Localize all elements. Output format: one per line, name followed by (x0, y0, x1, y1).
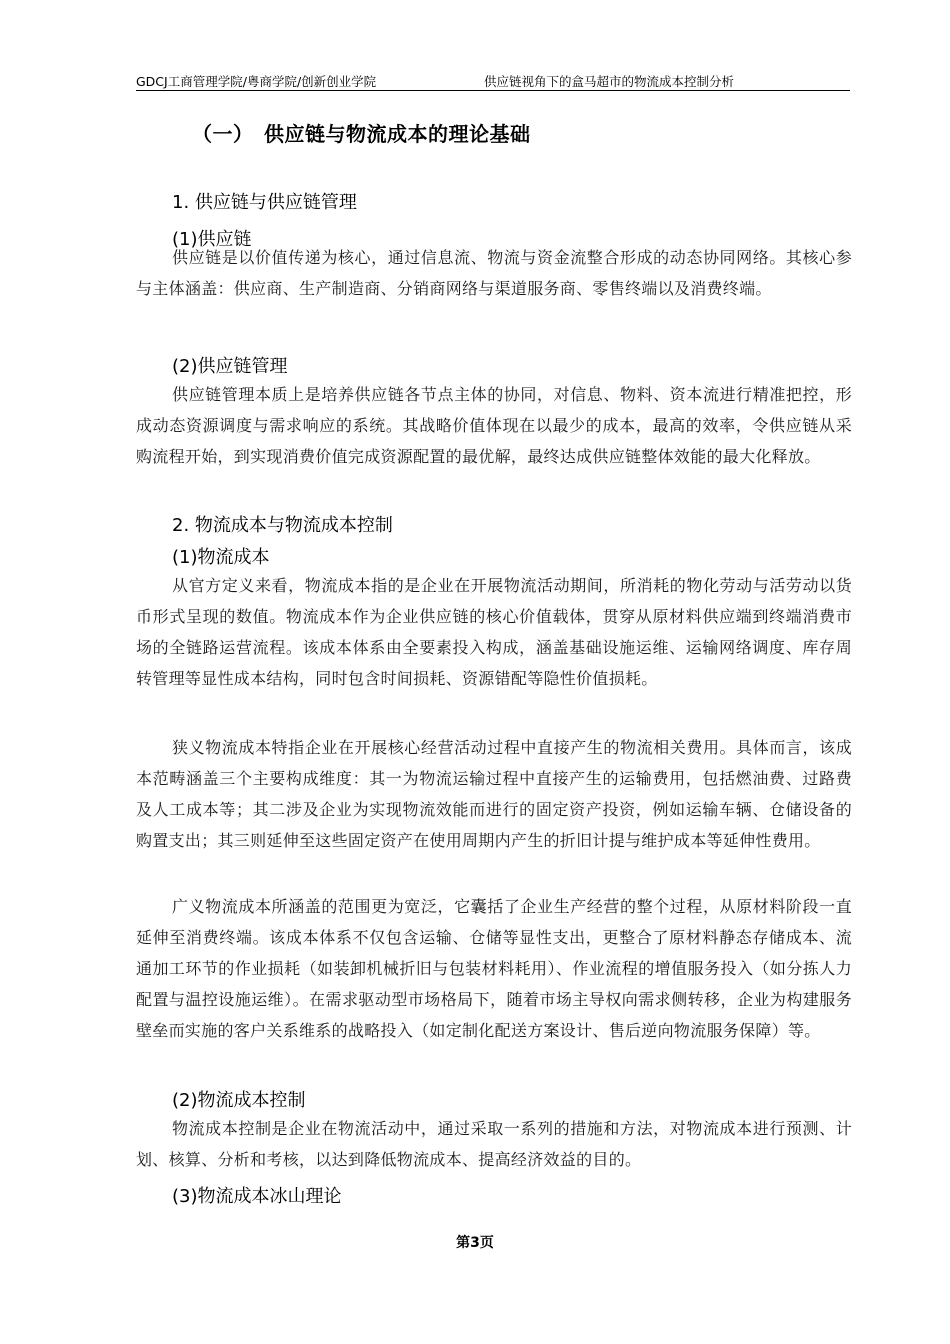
subheading-cost-control: (2)物流成本控制 (172, 1090, 306, 1111)
section-number: （一） (192, 122, 254, 146)
header-institution: GDCJ工商管理学院/粤商学院/创新创业学院 (136, 74, 377, 89)
header-thesis-title: 供应链视角下的盒马超市的物流成本控制分析 (484, 74, 735, 89)
paragraph-scm: 供应链管理本质上是培养供应链各节点主体的协同，对信息、物料、资本流进行精准把控，形成动态资源调度与需求响应的系统。其战略价值体现在以最少的成本，最高的效率，令供应链从采购流程开始，到实现消费价值完成资源配置的最优解，最终达成供应链整体效能的最大化释放。 (136, 385, 852, 466)
heading-2: 2. 物流成本与物流成本控制 (172, 515, 393, 536)
subheading-supply-chain: (1)供应链 (172, 229, 252, 250)
paragraph-cost-control: 物流成本控制是企业在物流活动中，通过采取一系列的措施和方法，对物流成本进行预测、计划、核算、分析和考核，以达到降低物流成本、提高经济效益的目的。 (136, 1119, 852, 1169)
section-heading (192, 118, 531, 147)
page-number: 第3页 (456, 1235, 494, 1251)
paragraph-broad-cost: 广义物流成本所涵盖的范围更为宽泛，它囊括了企业生产经营的整个过程，从原材料阶段一直延伸至消费终端。该成本体系不仅包含运输、仓储等显性支出，更整合了原材料静态存储成本、流通加工环节的作业损耗（如装卸机械折旧与包装材料耗用）、作业流程的增值服务投入（如分拣人力配置与温控设施运维）。在需求驱动型市场格局下，随着市场主导权向需求侧转移，企业为构建服务壁垒而实施的客户关系维系的战略投入（如定制化配送方案设计、售后逆向物流服务保障）等。 (136, 897, 852, 1040)
heading-1: 1. 供应链与供应链管理 (172, 192, 357, 213)
subheading-iceberg-theory: (3)物流成本冰山理论 (172, 1186, 342, 1207)
page-header (136, 70, 850, 91)
subheading-logistics-cost: (1)物流成本 (172, 547, 270, 568)
section-title: 供应链与物流成本的理论基础 (264, 122, 531, 146)
paragraph-narrow-cost: 狭义物流成本特指企业在开展核心经营活动过程中直接产生的物流相关费用。具体而言，该成本范畴涵盖三个主要构成维度：其一为物流运输过程中直接产生的运输费用，包括燃油费、过路费及人工成本等；其二涉及企业为实现物流效能而进行的固定资产投资，例如运输车辆、仓储设备的购置支出；其三则延伸至这些固定资产在使用周期内产生的折旧计提与维护成本等延伸性费用。 (136, 738, 852, 850)
paragraph-logistics-cost-def: 从官方定义来看，物流成本指的是企业在开展物流活动期间，所消耗的物化劳动与活劳动以货币形式呈现的数值。物流成本作为企业供应链的核心价值载体，贯穿从原材料供应端到终端消费市场的全链路运营流程。该成本体系由全要素投入构成，涵盖基础设施运维、运输网络调度、库存周转管理等显性成本结构，同时包含时间损耗、资源错配等隐性价值损耗。 (136, 576, 852, 688)
subheading-scm: (2)供应链管理 (172, 356, 288, 377)
paragraph-supply-chain: 供应链是以价值传递为核心，通过信息流、物流与资金流整合形成的动态协同网络。其核心参与主体涵盖：供应商、生产制造商、分销商网络与渠道服务商、零售终端以及消费终端。 (136, 248, 852, 298)
